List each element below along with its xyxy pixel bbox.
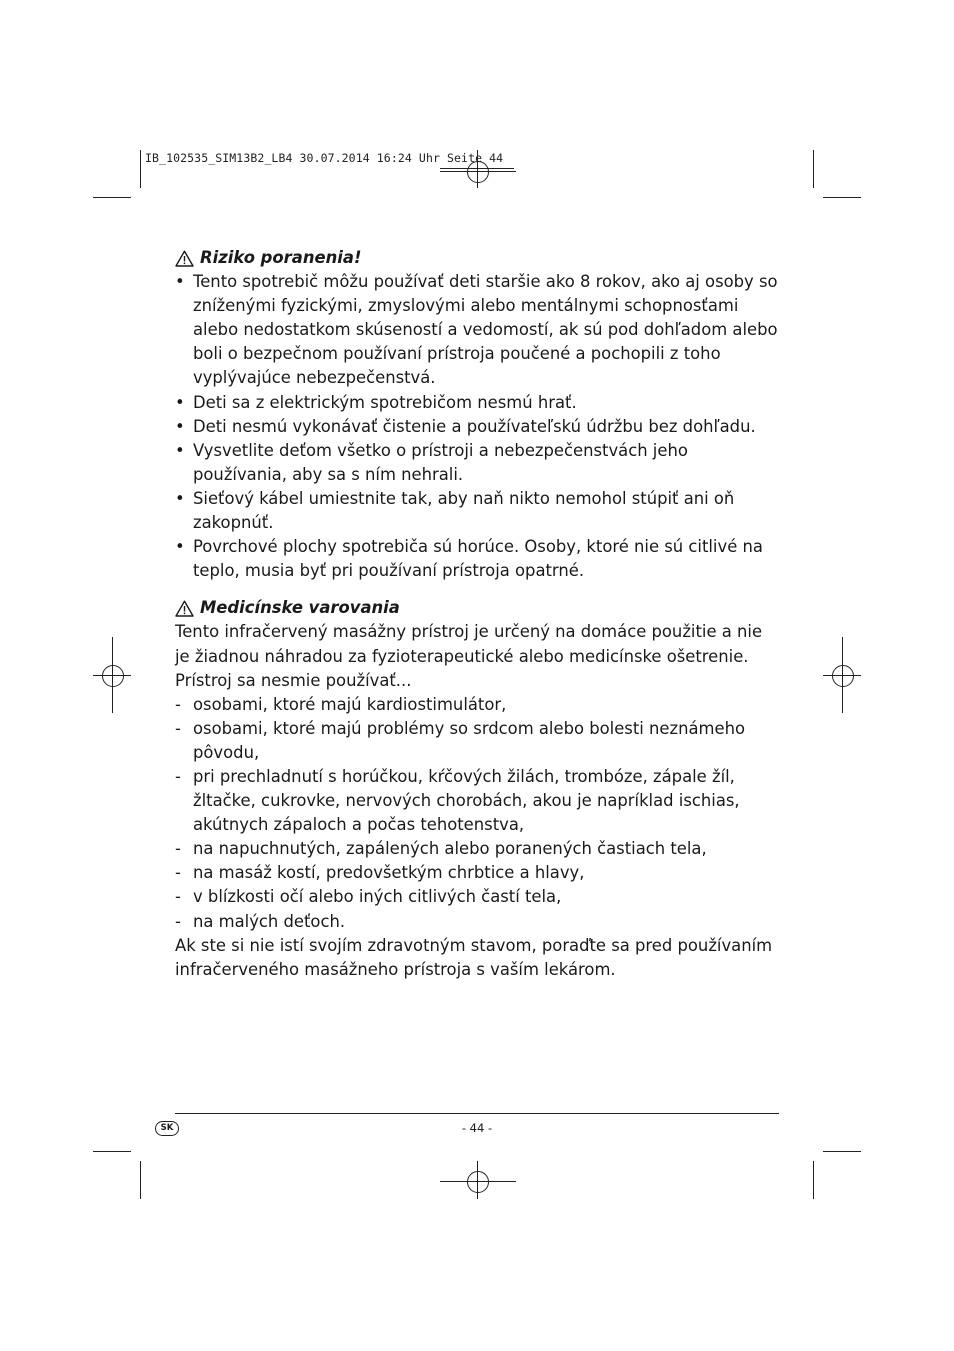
list-item: - pri prechladnutí s horúčkou, kŕčových žilách, trombóze, zápale žíl, žltačke, cukrovke, nervových chorobách, akou je napríklad ischias, akútnych zápaloch a počas tehotenstva, bbox=[175, 765, 780, 837]
print-slug-underline bbox=[440, 168, 514, 169]
registration-mark-bottom bbox=[440, 1161, 516, 1199]
warning-triangle-icon bbox=[175, 600, 194, 617]
registration-mark-right bbox=[823, 637, 861, 713]
medical-closing: Ak ste si nie istí svojím zdravotným stavom, poraďte sa pred používaním infračerveného masážneho prístroja s vaším lekárom. bbox=[175, 935, 773, 979]
crop-mark-bottom-left-h bbox=[93, 1151, 131, 1152]
crop-mark-bottom-left-v bbox=[140, 1161, 141, 1199]
section-heading-injury-risk bbox=[175, 246, 780, 270]
warning-triangle-icon bbox=[175, 250, 194, 267]
crop-mark-top-left-v bbox=[140, 150, 141, 188]
list-item: - na malých deťoch. bbox=[175, 910, 780, 934]
page-content bbox=[175, 246, 780, 982]
medical-contraindications-list bbox=[175, 693, 780, 934]
list-item: - osobami, ktoré majú kardiostimulátor, bbox=[175, 693, 780, 717]
list-item: - v blízkosti očí alebo iných citlivých častí tela, bbox=[175, 885, 780, 909]
list-item: - osobami, ktoré majú problémy so srdcom alebo bolesti neznámeho pôvodu, bbox=[175, 717, 780, 765]
list-item: • Deti sa z elektrickým spotrebičom nesmú hrať. bbox=[175, 391, 780, 415]
injury-risk-list bbox=[175, 270, 780, 583]
list-item: • Tento spotrebič môžu používať deti staršie ako 8 rokov, ako aj osoby so zníženými fyzickými, zmyslovými alebo mentálnymi schopnosťami alebo nedostatkom skúseností a vedomostí, ak sú pod dohľadom alebo boli o bezpečnom používaní prístroja poučené a pochopili z toho vyplývajúce nebezpečenstvá. bbox=[175, 270, 780, 390]
crop-mark-top-left-h bbox=[93, 197, 131, 198]
list-item: • Sieťový kábel umiestnite tak, aby naň nikto nemohol stúpiť ani oň zakopnúť. bbox=[175, 487, 780, 535]
crop-mark-top-right-v bbox=[813, 150, 814, 188]
section-heading-text: Riziko poranenia! bbox=[200, 248, 362, 267]
medical-intro: Tento infračervený masážny prístroj je určený na domáce použitie a nie je žiadnou náhradou za fyzioterapeutické alebo medicínske ošetrenie. bbox=[175, 622, 763, 666]
list-item: • Povrchové plochy spotrebiča sú horúce. Osoby, ktoré nie sú citlivé na teplo, musia byť pri používaní prístroja opatrné. bbox=[175, 535, 780, 583]
page-number: - 44 - bbox=[461, 1121, 493, 1135]
list-item: • Deti nesmú vykonávať čistenie a používateľskú údržbu bez dohľadu. bbox=[175, 415, 780, 439]
crop-mark-bottom-right-h bbox=[823, 1151, 861, 1152]
section-heading-medical-warnings bbox=[175, 596, 780, 620]
footer-rule bbox=[175, 1113, 779, 1114]
section-heading-text: Medicínske varovania bbox=[200, 598, 400, 618]
language-badge: SK bbox=[155, 1121, 179, 1136]
crop-mark-top-right-h bbox=[823, 197, 861, 198]
list-item: - na masáž kostí, predovšetkým chrbtice a hlavy, bbox=[175, 861, 780, 885]
crop-mark-bottom-right-v bbox=[813, 1161, 814, 1199]
list-item: - na napuchnutých, zapálených alebo poranených častiach tela, bbox=[175, 837, 780, 861]
registration-mark-left bbox=[93, 637, 131, 713]
medical-lead: Prístroj sa nesmie používať... bbox=[175, 670, 412, 690]
list-item: • Vysvetlite deťom všetko o prístroji a nebezpečenstvách jeho používania, aby sa s ním nehrali. bbox=[175, 439, 780, 487]
print-slug: IB_102535_SIM13B2_LB4 30.07.2014 16:24 Uhr Seite 44 bbox=[145, 151, 504, 165]
